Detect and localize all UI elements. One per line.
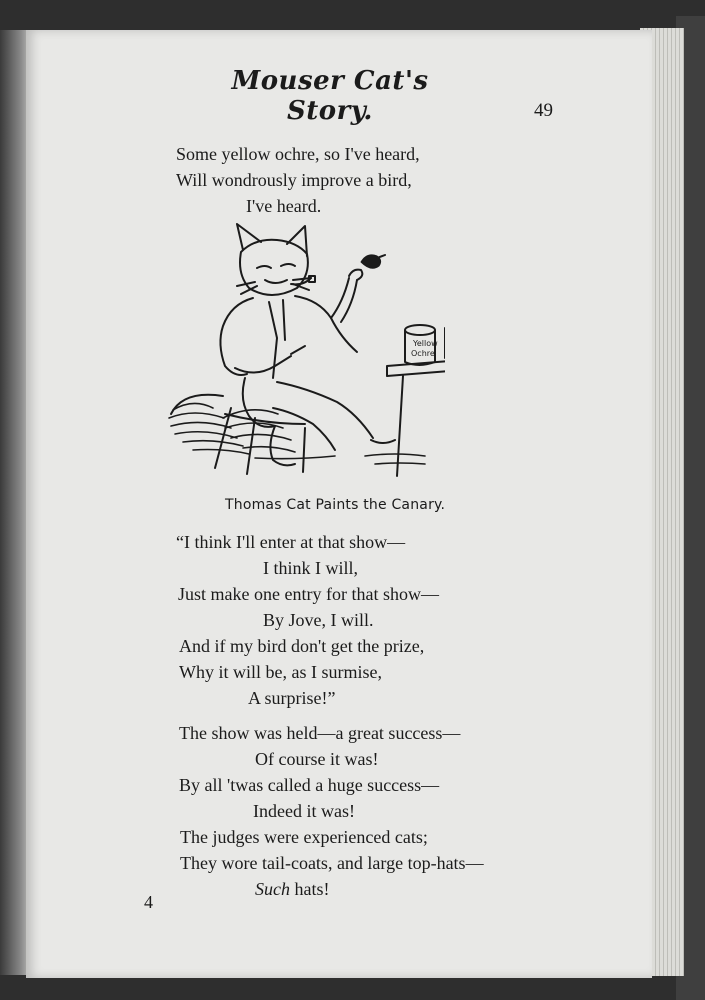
illustration-caption: Thomas Cat Paints the Canary. (225, 497, 446, 513)
verse-line: The show was held—a great success— (179, 723, 461, 743)
emphasized-word: Such (255, 879, 290, 899)
floor-shadow-hatching (169, 403, 425, 464)
verse-line: I've heard. (246, 196, 322, 216)
verse-line: Just make one entry for that show— (178, 584, 439, 604)
verse-line: Some yellow ochre, so I've heard, (176, 144, 420, 164)
page-number: 49 (534, 100, 553, 121)
can-label-line2: Ochre (411, 349, 435, 358)
verse-line: By all 'twas called a huge success— (179, 775, 440, 795)
verse-line: The judges were experienced cats; (180, 827, 428, 847)
signature-mark: 4 (144, 892, 153, 912)
can-label-line1: Yellow (413, 339, 438, 348)
verse-line: Why it will be, as I surmise, (179, 662, 382, 682)
running-title: Mouser Cat's Story. (231, 66, 429, 126)
verse-line: And if my bird don't get the prize, (179, 636, 425, 656)
cat-painting-canary-illustration (165, 218, 445, 486)
verse-line: Indeed it was! (253, 801, 355, 821)
verse-line: Of course it was! (255, 749, 379, 769)
verse-line: Will wondrously improve a bird, (176, 170, 412, 190)
verse-line: They wore tail-coats, and large top-hats— (180, 853, 484, 873)
verse-line: “I think I'll enter at that show— (176, 532, 406, 552)
verse-line: By Jove, I will. (263, 610, 374, 630)
verse-line: A surprise!” (248, 688, 336, 708)
verse-line (255, 878, 330, 900)
verse-line: I think I will, (263, 558, 358, 578)
verse-line-text: hats! (290, 879, 330, 899)
